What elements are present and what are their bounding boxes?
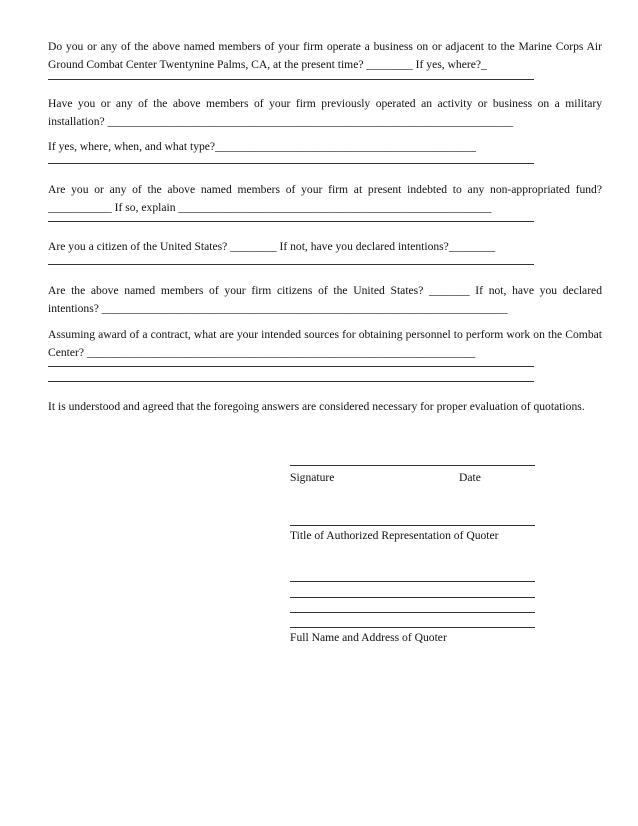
signature-label: Signature: [290, 471, 335, 484]
question-military-installation: Have you or any of the above members of your firm previously operated an activity or business on a military installation? ______________________________________________________________________: [48, 97, 602, 128]
date-label: Date: [459, 471, 481, 484]
question-adjacent-business: Do you or any of the above named members of your firm operate a business on or adjacent to the Marine Corps Air Ground Combat Center Twentynine Palms, CA, at the present time? ________ If yes, where?_: [48, 40, 602, 71]
name-address-label: Full Name and Address of Quoter: [290, 631, 447, 644]
answer-line-where-when-type[interactable]: [48, 163, 534, 164]
answer-line-personnel-sources-1[interactable]: [48, 366, 534, 367]
agreement-statement: It is understood and agreed that the foregoing answers are considered necessary for proper evaluation of quotations.: [48, 400, 585, 413]
question-personnel-sources: Assuming award of a contract, what are your intended sources for obtaining personnel to perform work on the Combat Center? ___________________________________________________________________: [48, 328, 602, 359]
question-non-appropriated-fund: Are you or any of the above named members of your firm at present indebted to any non-appropriated fund?___________ If so, explain ______________________________________________________: [48, 183, 602, 214]
answer-line-personnel-sources-2[interactable]: [48, 381, 534, 382]
answer-line-us-citizen[interactable]: [48, 264, 534, 265]
signature-line[interactable]: [290, 465, 535, 466]
name-address-line-2[interactable]: [290, 597, 535, 598]
title-line[interactable]: [290, 525, 535, 526]
name-address-line-3[interactable]: [290, 612, 535, 613]
answer-line-non-appropriated-fund[interactable]: [48, 221, 534, 222]
question-us-citizen: Are you a citizen of the United States? ________ If not, have you declared intentions?________: [48, 240, 496, 253]
title-label: Title of Authorized Representation of Quoter: [290, 529, 499, 542]
name-address-line-1[interactable]: [290, 581, 535, 582]
answer-line-adjacent-business[interactable]: [48, 79, 534, 80]
name-address-line-4[interactable]: [290, 627, 535, 628]
question-members-citizens: Are the above named members of your firm citizens of the United States? _______ If not, have you declared intentions? ______________________________________________________________________: [48, 284, 602, 315]
question-where-when-type: If yes, where, when, and what type?_____________________________________________: [48, 140, 476, 153]
